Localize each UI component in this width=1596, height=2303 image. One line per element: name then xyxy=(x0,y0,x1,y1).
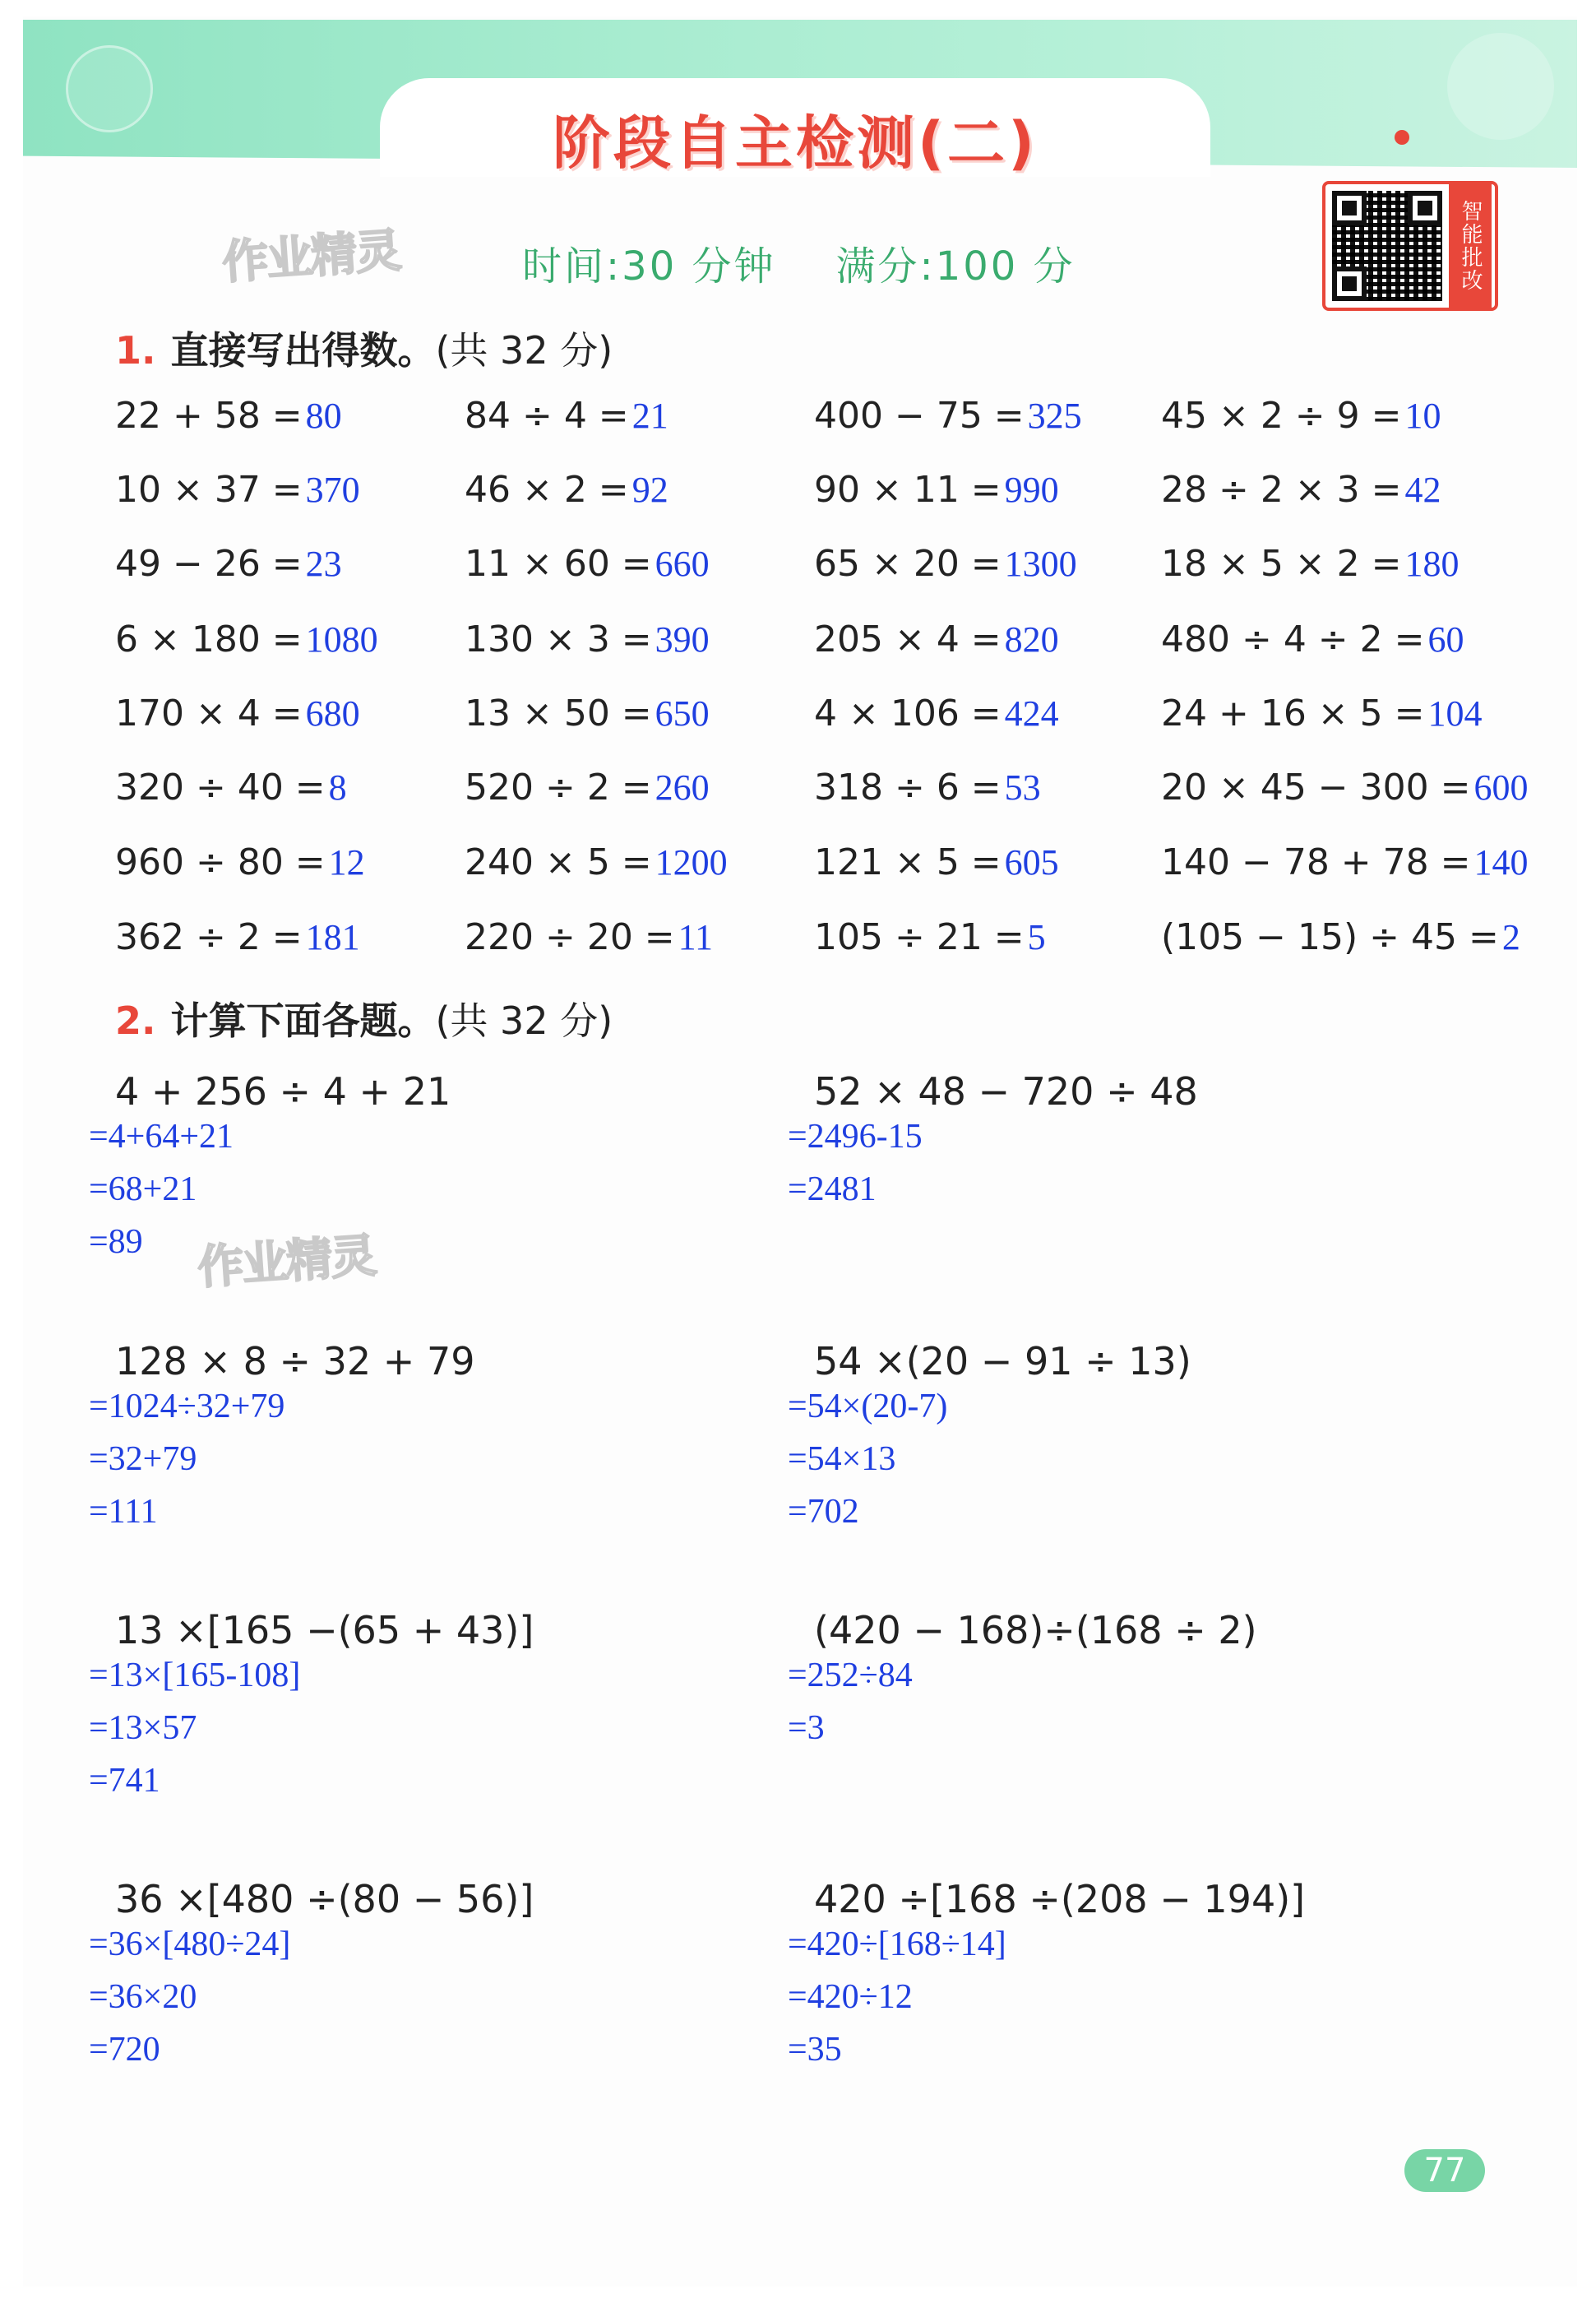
oral-question: 10 × 37 = xyxy=(115,469,303,511)
oral-question: 362 ÷ 2 = xyxy=(115,916,303,958)
calc-step: =54×13 xyxy=(788,1440,896,1478)
qr-finder xyxy=(1408,191,1442,225)
oral-answer: 820 xyxy=(1004,619,1059,660)
calc-problem: (420 − 168)÷(168 ÷ 2) xyxy=(814,1608,1257,1652)
oral-answer: 23 xyxy=(305,544,342,584)
oral-question: 121 × 5 = xyxy=(814,841,1002,883)
oral-answer: 1300 xyxy=(1004,544,1077,584)
oral-question: 46 × 2 = xyxy=(465,469,629,511)
calc-step: =89 xyxy=(89,1223,143,1261)
oral-item xyxy=(814,693,1059,734)
calc-step: =252÷84 xyxy=(788,1657,913,1694)
oral-answer: 680 xyxy=(305,693,360,734)
oral-item xyxy=(115,395,342,437)
calc-step: =36×[480÷24] xyxy=(89,1925,291,1963)
oral-question: 520 ÷ 2 = xyxy=(465,767,652,809)
calc-problem: 52 × 48 − 720 ÷ 48 xyxy=(814,1069,1198,1114)
section-2-title xyxy=(115,991,613,1045)
calc-step: =54×(20-7) xyxy=(788,1388,948,1425)
calc-step: =68+21 xyxy=(89,1170,197,1208)
oral-item xyxy=(1161,619,1464,660)
calc-step: =420÷[168÷14] xyxy=(788,1925,1006,1963)
oral-question: 18 × 5 × 2 = xyxy=(1161,543,1402,585)
oral-item xyxy=(814,543,1077,585)
oral-item xyxy=(465,693,710,734)
oral-answer: 10 xyxy=(1404,396,1441,436)
score-label: 满分:100 分 xyxy=(835,243,1076,290)
exam-info xyxy=(522,234,1076,291)
oral-answer: 42 xyxy=(1404,470,1441,510)
oral-item xyxy=(465,841,728,883)
oral-question: 90 × 11 = xyxy=(814,469,1002,511)
qr-finder xyxy=(1332,266,1367,301)
oral-question: 65 × 20 = xyxy=(814,543,1002,585)
calc-step: =13×[165-108] xyxy=(89,1657,301,1694)
oral-question: 84 ÷ 4 = xyxy=(465,395,629,437)
oral-item xyxy=(115,916,360,958)
oral-item xyxy=(465,767,710,809)
oral-question: 11 × 60 = xyxy=(465,543,652,585)
oral-answer: 390 xyxy=(655,619,710,660)
oral-answer: 181 xyxy=(305,917,360,957)
oral-question: 105 ÷ 21 = xyxy=(814,916,1025,958)
oral-answer: 2 xyxy=(1501,917,1520,957)
oral-question: 170 × 4 = xyxy=(115,693,303,734)
oral-item xyxy=(1161,767,1529,809)
oral-question: (105 − 15) ÷ 45 = xyxy=(1161,916,1499,958)
qr-frame xyxy=(1322,181,1498,311)
calc-problem: 4 + 256 ÷ 4 + 21 xyxy=(115,1069,451,1114)
oral-item xyxy=(1161,395,1441,437)
oral-item xyxy=(115,469,360,511)
calc-step: =1024÷32+79 xyxy=(89,1388,285,1425)
oral-answer: 1080 xyxy=(305,619,378,660)
oral-item xyxy=(1161,916,1520,958)
oral-answer: 180 xyxy=(1404,544,1460,584)
oral-question: 480 ÷ 4 ÷ 2 = xyxy=(1161,619,1425,660)
calc-problem: 36 ×[480 ÷(80 − 56)] xyxy=(115,1877,534,1921)
calc-problem: 420 ÷[168 ÷(208 − 194)] xyxy=(814,1877,1306,1921)
decorative-circle xyxy=(1447,33,1554,140)
oral-question: 22 + 58 = xyxy=(115,395,303,437)
calc-problem: 128 × 8 ÷ 32 + 79 xyxy=(115,1339,475,1383)
oral-question: 20 × 45 − 300 = xyxy=(1161,767,1471,809)
hanger-icon xyxy=(1395,130,1409,145)
page-title: 阶段自主检测(二) xyxy=(553,109,1038,177)
oral-question: 400 − 75 = xyxy=(814,395,1025,437)
watermark: 作业精灵 xyxy=(196,1229,377,1295)
oral-answer: 53 xyxy=(1004,767,1041,808)
oral-item xyxy=(814,841,1059,883)
watermark: 作业精灵 xyxy=(220,224,402,290)
oral-answer: 80 xyxy=(305,396,342,436)
oral-answer: 370 xyxy=(305,470,360,510)
calc-step: =420÷12 xyxy=(788,1978,913,2016)
oral-answer: 5 xyxy=(1027,917,1046,957)
calc-problem: 54 ×(20 − 91 ÷ 13) xyxy=(814,1339,1191,1383)
oral-answer: 1200 xyxy=(655,842,728,883)
oral-answer: 21 xyxy=(631,396,668,436)
oral-item xyxy=(1161,693,1483,734)
oral-item xyxy=(1161,543,1460,585)
oral-item xyxy=(465,916,713,958)
calc-step: =4+64+21 xyxy=(89,1118,234,1156)
oral-question: 320 ÷ 40 = xyxy=(115,767,326,809)
oral-question: 4 × 106 = xyxy=(814,693,1002,734)
oral-item xyxy=(115,543,342,585)
calc-step: =111 xyxy=(89,1493,158,1531)
oral-item xyxy=(1161,841,1529,883)
section-points: (共 32 分) xyxy=(435,999,613,1043)
oral-item xyxy=(814,767,1041,809)
oral-question: 240 × 5 = xyxy=(465,841,652,883)
section-heading: 直接写出得数。 xyxy=(170,328,436,373)
oral-answer: 990 xyxy=(1004,470,1059,510)
oral-answer: 140 xyxy=(1473,842,1529,883)
oral-answer: 605 xyxy=(1004,842,1059,883)
oral-item xyxy=(115,693,360,734)
calc-step: =3 xyxy=(788,1709,825,1747)
calc-step: =702 xyxy=(788,1493,859,1531)
calc-step: =720 xyxy=(89,2031,160,2069)
section-1-title xyxy=(115,321,613,375)
calc-step: =13×57 xyxy=(89,1709,197,1747)
oral-answer: 104 xyxy=(1427,693,1483,734)
oral-question: 960 ÷ 80 = xyxy=(115,841,326,883)
calc-step: =741 xyxy=(89,1762,160,1800)
qr-finder xyxy=(1332,191,1367,225)
calc-step: =2496-15 xyxy=(788,1118,923,1156)
oral-question: 6 × 180 = xyxy=(115,619,303,660)
calc-step: =36×20 xyxy=(89,1978,197,2016)
qr-code-card[interactable] xyxy=(1322,130,1495,311)
oral-item xyxy=(465,469,668,511)
oral-item xyxy=(465,543,710,585)
oral-answer: 11 xyxy=(678,917,714,957)
calc-step: =35 xyxy=(788,2031,842,2069)
oral-answer: 325 xyxy=(1027,396,1082,436)
section-number: 2. xyxy=(115,999,156,1043)
oral-question: 24 + 16 × 5 = xyxy=(1161,693,1425,734)
oral-item xyxy=(814,619,1059,660)
qr-side-label: 智能批改 xyxy=(1449,184,1492,308)
oral-answer: 260 xyxy=(655,767,710,808)
decorative-circle xyxy=(66,45,153,132)
oral-question: 130 × 3 = xyxy=(465,619,652,660)
oral-answer: 8 xyxy=(328,767,347,808)
oral-question: 220 ÷ 20 = xyxy=(465,916,675,958)
oral-item xyxy=(115,841,365,883)
oral-question: 318 ÷ 6 = xyxy=(814,767,1002,809)
oral-question: 28 ÷ 2 × 3 = xyxy=(1161,469,1402,511)
section-points: (共 32 分) xyxy=(435,328,613,373)
oral-question: 205 × 4 = xyxy=(814,619,1002,660)
section-number: 1. xyxy=(115,328,156,373)
oral-item xyxy=(465,619,710,660)
oral-item xyxy=(814,395,1082,437)
oral-answer: 600 xyxy=(1473,767,1529,808)
section-heading: 计算下面各题。 xyxy=(170,999,436,1043)
oral-answer: 650 xyxy=(655,693,710,734)
qr-code-icon xyxy=(1332,191,1442,301)
calc-step: =2481 xyxy=(788,1170,877,1208)
oral-question: 49 − 26 = xyxy=(115,543,303,585)
time-label: 时间:30 分钟 xyxy=(522,243,776,290)
oral-item xyxy=(115,619,378,660)
oral-item xyxy=(465,395,668,437)
oral-answer: 92 xyxy=(631,470,668,510)
oral-item xyxy=(814,916,1046,958)
oral-answer: 660 xyxy=(655,544,710,584)
oral-item xyxy=(115,767,347,809)
page-number: 77 xyxy=(1404,2149,1485,2192)
oral-question: 13 × 50 = xyxy=(465,693,652,734)
oral-question: 45 × 2 ÷ 9 = xyxy=(1161,395,1402,437)
calc-problem: 13 ×[165 −(65 + 43)] xyxy=(115,1608,534,1652)
calc-step: =32+79 xyxy=(89,1440,197,1478)
oral-answer: 12 xyxy=(328,842,365,883)
oral-answer: 424 xyxy=(1004,693,1059,734)
oral-question: 140 − 78 + 78 = xyxy=(1161,841,1471,883)
oral-item xyxy=(814,469,1059,511)
oral-item xyxy=(1161,469,1441,511)
oral-answer: 60 xyxy=(1427,619,1464,660)
